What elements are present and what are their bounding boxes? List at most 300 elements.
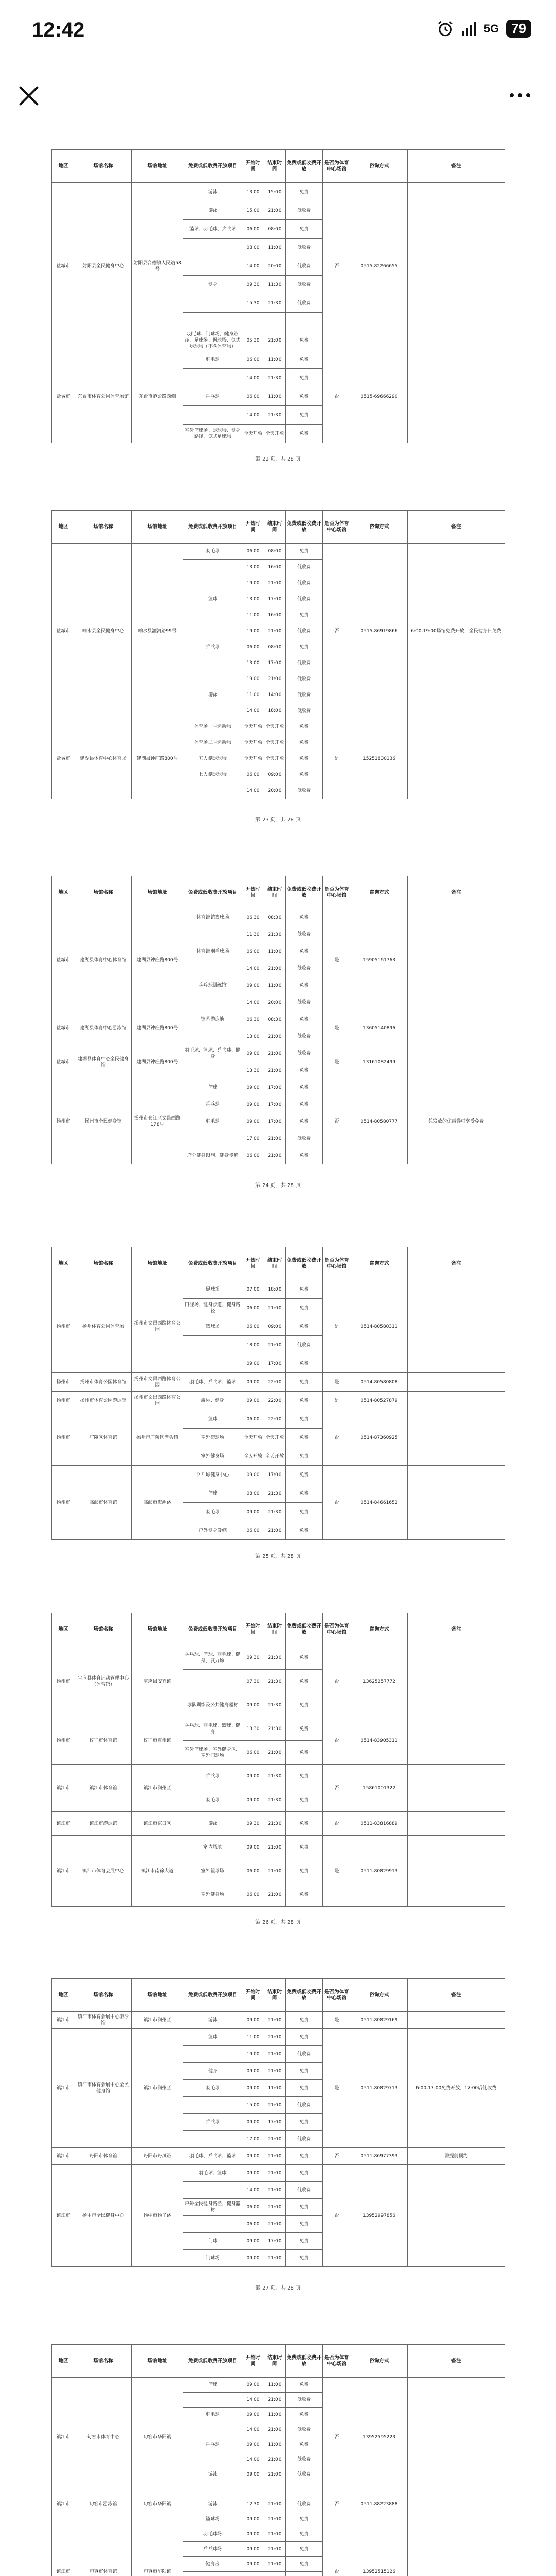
item-cell <box>183 1062 242 1079</box>
start-time-cell: 09:00 <box>242 2542 264 2557</box>
column-header: 咨询方式 <box>351 1247 408 1280</box>
fee-type-cell: 低收费 <box>286 2097 323 2114</box>
fee-type-cell: 免费 <box>286 2542 323 2557</box>
sports-center-flag-cell: 否 <box>323 2512 351 2576</box>
end-time-cell: 21:30 <box>264 369 286 387</box>
note-cell <box>408 1045 505 1079</box>
fee-type-cell: 免费 <box>286 387 323 406</box>
start-time-cell: 09:00 <box>242 1045 264 1062</box>
item-cell <box>183 1336 242 1354</box>
item-cell: 游泳 <box>183 1812 242 1836</box>
end-time-cell: 11:00 <box>264 2378 286 2393</box>
column-header: 结束时间 <box>264 1613 286 1646</box>
fee-type-cell: 免费 <box>286 2199 323 2216</box>
start-time-cell: 15:30 <box>242 294 264 313</box>
fee-type-cell: 低收费 <box>286 560 323 575</box>
schedule-table <box>51 876 505 1164</box>
column-header: 免费或低收费开放 <box>286 511 323 544</box>
sports-center-flag-cell: 否 <box>323 1410 351 1466</box>
fee-type-cell: 免费 <box>286 2557 323 2572</box>
item-cell: 羽毛球、乒乓球、篮球 <box>183 2148 242 2165</box>
table-row <box>52 909 505 926</box>
item-cell: 羽毛球、门球场、健身路径、足球场、网球场、笼式足球场（不含体育场） <box>183 331 242 350</box>
item-cell: 羽毛球 <box>183 1503 242 1521</box>
column-header: 免费或低收费开放项目 <box>183 876 242 909</box>
end-time-cell: 22:00 <box>264 1373 286 1392</box>
page-footer: 第 24 页，共 28 页 <box>255 1183 301 1189</box>
fee-type-cell: 免费 <box>286 2250 323 2267</box>
fee-type-cell: 免费 <box>286 425 323 443</box>
column-header: 结束时间 <box>264 511 286 544</box>
end-time-cell: 21:00 <box>264 2527 286 2542</box>
start-time-cell: 09:00 <box>242 2437 264 2452</box>
end-time-cell: 21:00 <box>264 1130 286 1147</box>
column-header: 免费或低收费开放项目 <box>183 1247 242 1280</box>
note-cell: 6:00-17:00免费开放，17:00后低收费 <box>408 2029 505 2148</box>
end-time-cell: 21:00 <box>264 2012 286 2029</box>
column-header: 场馆地址 <box>132 511 183 544</box>
start-time-cell: 11:00 <box>242 687 264 703</box>
table-row <box>52 350 505 369</box>
phone-cell: 13952595223 <box>351 2378 408 2497</box>
item-cell: 室内场地 <box>183 1836 242 1859</box>
column-header: 场馆地址 <box>132 150 183 183</box>
phone-cell: 13952997856 <box>351 2165 408 2267</box>
fee-type-cell: 免费 <box>286 1392 323 1410</box>
end-time-cell: 21:00 <box>264 2216 286 2233</box>
fee-type-cell: 免费 <box>286 2080 323 2097</box>
venue-cell: 扬州体育公园体育场 <box>75 1280 132 1373</box>
item-cell: 户外健身设施、健身步道 <box>183 1147 242 1164</box>
column-header: 备注 <box>408 1979 505 2012</box>
sports-center-flag-cell: 是 <box>323 1373 351 1392</box>
schedule-table <box>51 2344 505 2576</box>
venue-cell: 建湖县体育中心体育场 <box>75 719 132 799</box>
phone-cell: 0511-80829169 <box>351 2012 408 2029</box>
start-time-cell: 09:00 <box>242 2165 264 2182</box>
item-cell: 户外健身设施 <box>183 1521 242 1540</box>
end-time-cell: 21:00 <box>264 2467 286 2482</box>
start-time-cell: 09:00 <box>242 2557 264 2572</box>
start-time-cell: 14:00 <box>242 994 264 1011</box>
note-cell <box>408 2512 505 2576</box>
item-cell: 五人制足球场 <box>183 751 242 767</box>
start-time-cell: 09:00 <box>242 1113 264 1130</box>
phone-cell: 0511-88223888 <box>351 2497 408 2512</box>
table-row <box>52 2029 505 2046</box>
start-time-cell: 06:00 <box>242 1410 264 1429</box>
fee-type-cell: 免费 <box>286 544 323 560</box>
fee-type-cell: 低收费 <box>286 2046 323 2063</box>
start-time-cell: 15:00 <box>242 201 264 220</box>
item-cell: 乒乓球训练馆 <box>183 977 242 994</box>
item-cell <box>183 406 242 425</box>
end-time-cell: 21:00 <box>264 2199 286 2216</box>
fee-type-cell: 免费 <box>286 751 323 767</box>
end-time-cell: 11:00 <box>264 977 286 994</box>
item-cell: 室外篮球场 <box>183 1429 242 1447</box>
region-cell: 镇江市 <box>52 1765 75 1812</box>
item-cell: 篮球 <box>183 1079 242 1096</box>
start-time-cell: 06:30 <box>242 1011 264 1028</box>
venue-cell: 广陵区体育馆 <box>75 1410 132 1466</box>
region-cell: 镇江市 <box>52 1812 75 1836</box>
column-header: 开始时间 <box>242 876 264 909</box>
start-time-cell: 09:00 <box>242 1392 264 1410</box>
end-time-cell: 08:00 <box>264 220 286 239</box>
start-time-cell <box>242 313 264 331</box>
venue-cell: 句容市游泳馆 <box>75 2497 132 2512</box>
end-time-cell <box>264 2482 286 2497</box>
start-time-cell: 06:00 <box>242 943 264 960</box>
end-time-cell: 21:00 <box>264 2182 286 2199</box>
item-cell: 室外健身场 <box>183 1883 242 1907</box>
end-time-cell: 11:00 <box>264 943 286 960</box>
address-cell: 句容市华阳镇 <box>132 2378 183 2497</box>
fee-type-cell: 低收费 <box>286 671 323 687</box>
region-cell: 盐城市 <box>52 544 75 719</box>
fee-type-cell: 免费 <box>286 1429 323 1447</box>
column-header: 场馆名称 <box>75 1247 132 1280</box>
phone-cell: 0514-84661652 <box>351 1466 408 1540</box>
item-cell: 体育馆馆篮球场 <box>183 909 242 926</box>
end-time-cell: 20:00 <box>264 257 286 276</box>
end-time-cell: 17:00 <box>264 655 286 671</box>
sports-center-flag-cell: 否 <box>323 2148 351 2165</box>
start-time-cell: 09:00 <box>242 2148 264 2165</box>
column-header: 备注 <box>408 2345 505 2378</box>
note-cell <box>408 183 505 350</box>
item-cell <box>183 783 242 799</box>
sports-center-flag-cell: 否 <box>323 1466 351 1540</box>
note-cell <box>408 2497 505 2512</box>
fee-type-cell: 免费 <box>286 2012 323 2029</box>
address-cell: 仪征市真州镇 <box>132 1717 183 1765</box>
start-time-cell: 13:00 <box>242 560 264 575</box>
end-time-cell: 22:00 <box>264 1410 286 1429</box>
more-icon-dot <box>518 93 522 97</box>
item-cell: 羽毛球、乒乓球、篮球 <box>183 1373 242 1392</box>
venue-cell: 句容市体育馆 <box>75 2512 132 2576</box>
address-cell: 镇江市南徐大道 <box>132 1836 183 1907</box>
start-time-cell: 全天开放 <box>242 735 264 751</box>
item-cell: 户外全民健身路径、健身器材 <box>183 2199 242 2216</box>
table-header-row <box>52 511 505 544</box>
end-time-cell: 15:00 <box>264 183 286 201</box>
start-time-cell: 09:00 <box>242 2378 264 2393</box>
fee-type-cell: 免费 <box>286 2437 323 2452</box>
fee-type-cell: 免费 <box>286 1096 323 1113</box>
item-cell <box>183 575 242 591</box>
column-header: 免费或低收费开放 <box>286 1613 323 1646</box>
column-header: 备注 <box>408 511 505 544</box>
sports-center-flag-cell: 是 <box>323 1392 351 1410</box>
item-cell: 乒乓球 <box>183 387 242 406</box>
sports-center-flag-cell: 否 <box>323 2378 351 2497</box>
venue-cell: 镇江市体育会展中心游泳馆 <box>75 2012 132 2029</box>
end-time-cell: 21:00 <box>264 2557 286 2572</box>
end-time-cell: 17:00 <box>264 591 286 607</box>
phone-cell: 15861001322 <box>351 1765 408 1812</box>
column-header: 场馆地址 <box>132 2345 183 2378</box>
schedule-table <box>51 510 505 799</box>
region-cell: 盐城市 <box>52 1045 75 1079</box>
fee-type-cell: 免费 <box>286 1765 323 1788</box>
end-time-cell: 全天开放 <box>264 1447 286 1466</box>
phone-cell: 0515-69666290 <box>351 350 408 443</box>
item-cell: 室外篮球场、室外健身区、室外门球场 <box>183 1741 242 1765</box>
end-time-cell: 21:00 <box>264 2512 286 2527</box>
item-cell <box>183 2216 242 2233</box>
start-time-cell: 06:00 <box>242 2199 264 2216</box>
item-cell <box>183 369 242 387</box>
sports-center-flag-cell: 否 <box>323 350 351 443</box>
end-time-cell: 21:00 <box>264 2497 286 2512</box>
sports-center-flag-cell: 否 <box>323 1079 351 1164</box>
address-cell: 扬中市扬子路 <box>132 2165 183 2267</box>
item-cell <box>183 2482 242 2497</box>
item-cell: 乒乓球 <box>183 2114 242 2131</box>
start-time-cell: 11:30 <box>242 926 264 943</box>
end-time-cell: 17:00 <box>264 1096 286 1113</box>
start-time-cell: 07:00 <box>242 1280 264 1299</box>
fee-type-cell: 免费 <box>286 977 323 994</box>
start-time-cell: 14:00 <box>242 2422 264 2437</box>
start-time-cell: 06:00 <box>242 767 264 783</box>
more-options-button[interactable] <box>505 82 535 108</box>
sports-center-flag-cell: 否 <box>323 183 351 350</box>
more-icon-dot <box>526 93 530 97</box>
column-header: 免费或低收费开放项目 <box>183 150 242 183</box>
column-header: 地区 <box>52 1979 75 2012</box>
table-row <box>52 1045 505 1062</box>
network-type: 5G <box>483 22 499 35</box>
end-time-cell: 14:00 <box>264 687 286 703</box>
end-time-cell: 21:00 <box>264 1062 286 1079</box>
start-time-cell: 全天开放 <box>242 1447 264 1466</box>
region-cell: 镇江市 <box>52 2148 75 2165</box>
column-header: 是否为体育中心场馆 <box>323 1247 351 1280</box>
item-cell <box>183 2182 242 2199</box>
start-time-cell: 09:00 <box>242 1693 264 1717</box>
start-time-cell: 09:00 <box>242 2233 264 2250</box>
end-time-cell: 21:30 <box>264 1693 286 1717</box>
close-icon[interactable] <box>14 81 43 110</box>
item-cell <box>183 2046 242 2063</box>
sports-center-flag-cell: 是 <box>323 1045 351 1079</box>
note-cell <box>408 350 505 443</box>
fee-type-cell: 免费 <box>286 2114 323 2131</box>
end-time-cell: 21:00 <box>264 2250 286 2267</box>
fee-type-cell: 免费 <box>286 1466 323 1484</box>
region-cell: 镇江市 <box>52 1836 75 1907</box>
phone-cell: 13161082499 <box>351 1045 408 1079</box>
address-cell: 扬州市文昌西路体育公园 <box>132 1392 183 1410</box>
item-cell: 羽毛球 <box>183 1788 242 1812</box>
end-time-cell: 21:00 <box>264 201 286 220</box>
column-header: 场馆名称 <box>75 2345 132 2378</box>
fee-type-cell: 低收费 <box>286 994 323 1011</box>
phone-cell: 0511-80829713 <box>351 2029 408 2148</box>
column-header: 场馆名称 <box>75 1613 132 1646</box>
address-cell: 建湖县钟庄路800号 <box>132 719 183 799</box>
address-cell: 扬州市广陵区湾头镇 <box>132 1410 183 1466</box>
fee-type-cell: 免费 <box>286 1836 323 1859</box>
region-cell: 扬州市 <box>52 1079 75 1164</box>
status-time: 12:42 <box>32 19 85 41</box>
fee-type-cell: 免费 <box>286 1410 323 1429</box>
fee-type-cell: 免费 <box>286 2527 323 2542</box>
end-time-cell: 11:00 <box>264 2080 286 2097</box>
fee-type-cell: 免费 <box>286 369 323 387</box>
column-header: 咨询方式 <box>351 511 408 544</box>
address-cell: 镇江市润州区 <box>132 1765 183 1812</box>
start-time-cell: 14:00 <box>242 2452 264 2467</box>
venue-cell: 建湖县体育中心体育馆 <box>75 909 132 1011</box>
end-time-cell: 全天开放 <box>264 1429 286 1447</box>
column-header: 免费或低收费开放 <box>286 876 323 909</box>
fee-type-cell: 免费 <box>286 607 323 623</box>
item-cell <box>183 2097 242 2114</box>
fee-type-cell: 免费 <box>286 2233 323 2250</box>
column-header: 地区 <box>52 511 75 544</box>
column-header: 是否为体育中心场馆 <box>323 1613 351 1646</box>
end-time-cell: 21:00 <box>264 1299 286 1317</box>
start-time-cell: 08:00 <box>242 239 264 257</box>
start-time-cell: 09:00 <box>242 1836 264 1859</box>
item-cell: 游泳 <box>183 2012 242 2029</box>
start-time-cell: 06:30 <box>242 909 264 926</box>
column-header: 开始时间 <box>242 2345 264 2378</box>
table-row <box>52 1812 505 1836</box>
end-time-cell: 21:00 <box>264 2393 286 2408</box>
start-time-cell: 09:00 <box>242 2080 264 2097</box>
item-cell: 健身房 <box>183 2557 242 2572</box>
note-cell <box>408 1646 505 1717</box>
item-cell: 乒乓球 <box>183 1765 242 1788</box>
start-time-cell: 09:00 <box>242 2408 264 2422</box>
start-time-cell: 06:00 <box>242 2216 264 2233</box>
table-row <box>52 544 505 560</box>
item-cell <box>183 926 242 943</box>
start-time-cell: 14:00 <box>242 257 264 276</box>
fee-type-cell: 免费 <box>286 1788 323 1812</box>
fee-type-cell: 低收费 <box>286 257 323 276</box>
column-header: 场馆名称 <box>75 876 132 909</box>
item-cell <box>183 1028 242 1045</box>
address-cell: 丹阳市丹凤路 <box>132 2148 183 2165</box>
end-time-cell: 17:00 <box>264 1466 286 1484</box>
fee-type-cell: 低收费 <box>286 2497 323 2512</box>
start-time-cell <box>242 2482 264 2497</box>
fee-type-cell: 低收费 <box>286 575 323 591</box>
fee-type-cell: 免费 <box>286 1812 323 1836</box>
phone-cell: 0514-80580777 <box>351 1079 408 1164</box>
end-time-cell: 09:00 <box>264 1317 286 1336</box>
item-cell: 游泳 <box>183 183 242 201</box>
phone-cell: 0514-87360925 <box>351 1410 408 1466</box>
item-cell <box>183 2452 242 2467</box>
fee-type-cell: 免费 <box>286 2408 323 2422</box>
start-time-cell: 09:00 <box>242 1503 264 1521</box>
region-cell: 镇江市 <box>52 2012 75 2029</box>
table-row <box>52 1011 505 1028</box>
sports-center-flag-cell: 否 <box>323 2497 351 2512</box>
region-cell: 扬州市 <box>52 1646 75 1717</box>
fee-type-cell: 免费 <box>286 1373 323 1392</box>
column-header: 结束时间 <box>264 1247 286 1280</box>
venue-cell: 建湖县体育中心游泳馆 <box>75 1011 132 1045</box>
status-bar <box>0 0 556 57</box>
note-cell <box>408 2165 505 2267</box>
note-cell: 6:00-19:00场馆免费开放，全民健身日免费 <box>408 544 505 719</box>
fee-type-cell: 低收费 <box>286 623 323 639</box>
phone-cell: 0515-86919866 <box>351 544 408 719</box>
table-row <box>52 2012 505 2029</box>
end-time-cell: 21:00 <box>264 2422 286 2437</box>
venue-cell: 镇江市游泳馆 <box>75 1812 132 1836</box>
fee-type-cell: 低收费 <box>286 1130 323 1147</box>
start-time-cell: 09:00 <box>242 2114 264 2131</box>
item-cell: 篮球 <box>183 1484 242 1503</box>
fee-type-cell: 免费 <box>286 1079 323 1096</box>
address-cell: 建湖县钟庄路800号 <box>132 1045 183 1079</box>
schedule-table <box>51 1247 505 1540</box>
fee-type-cell: 免费 <box>286 2512 323 2527</box>
phone-cell: 13952515126 <box>351 2512 408 2576</box>
item-cell: 体育场一号运动场 <box>183 719 242 735</box>
sports-center-flag-cell: 是 <box>323 2029 351 2148</box>
fee-type-cell: 免费 <box>286 1741 323 1765</box>
address-cell: 东台市范公路西侧 <box>132 350 183 443</box>
end-time-cell: 21:30 <box>264 1765 286 1788</box>
item-cell: 篮球 <box>183 1410 242 1429</box>
end-time-cell: 21:00 <box>264 2148 286 2165</box>
region-cell: 镇江市 <box>52 2165 75 2267</box>
column-header: 咨询方式 <box>351 1979 408 2012</box>
item-cell: 羽毛球 <box>183 1113 242 1130</box>
region-cell: 扬州市 <box>52 1280 75 1373</box>
end-time-cell: 11:00 <box>264 239 286 257</box>
address-cell: 句容市华阳镇 <box>132 2512 183 2576</box>
note-cell <box>408 1373 505 1392</box>
column-header: 场馆名称 <box>75 150 132 183</box>
schedule-table <box>51 149 505 443</box>
item-cell: 篮球 <box>183 2029 242 2046</box>
item-cell: 馆内游泳池 <box>183 1011 242 1028</box>
start-time-cell: 05:30 <box>242 331 264 350</box>
note-cell <box>408 909 505 1011</box>
fee-type-cell: 低收费 <box>286 687 323 703</box>
item-cell: 健身 <box>183 276 242 294</box>
start-time-cell: 06:00 <box>242 544 264 560</box>
item-cell: 乒乓球场 <box>183 2542 242 2557</box>
fee-type-cell: 低收费 <box>286 201 323 220</box>
fee-type-cell: 低收费 <box>286 960 323 977</box>
venue-cell: 高邮市体育馆 <box>75 1466 132 1540</box>
fee-type-cell: 免费 <box>286 350 323 369</box>
start-time-cell: 17:00 <box>242 1130 264 1147</box>
item-cell: 游泳、健身 <box>183 1392 242 1410</box>
fee-type-cell: 低收费 <box>286 783 323 799</box>
item-cell: 门球场 <box>183 2250 242 2267</box>
phone-cell: 0514-83905311 <box>351 1717 408 1765</box>
column-header: 免费或低收费开放 <box>286 1979 323 2012</box>
start-time-cell: 19:00 <box>242 575 264 591</box>
end-time-cell: 21:00 <box>264 2165 286 2182</box>
table-header-row <box>52 1979 505 2012</box>
venue-cell: 扬中市全民健身中心 <box>75 2165 132 2267</box>
